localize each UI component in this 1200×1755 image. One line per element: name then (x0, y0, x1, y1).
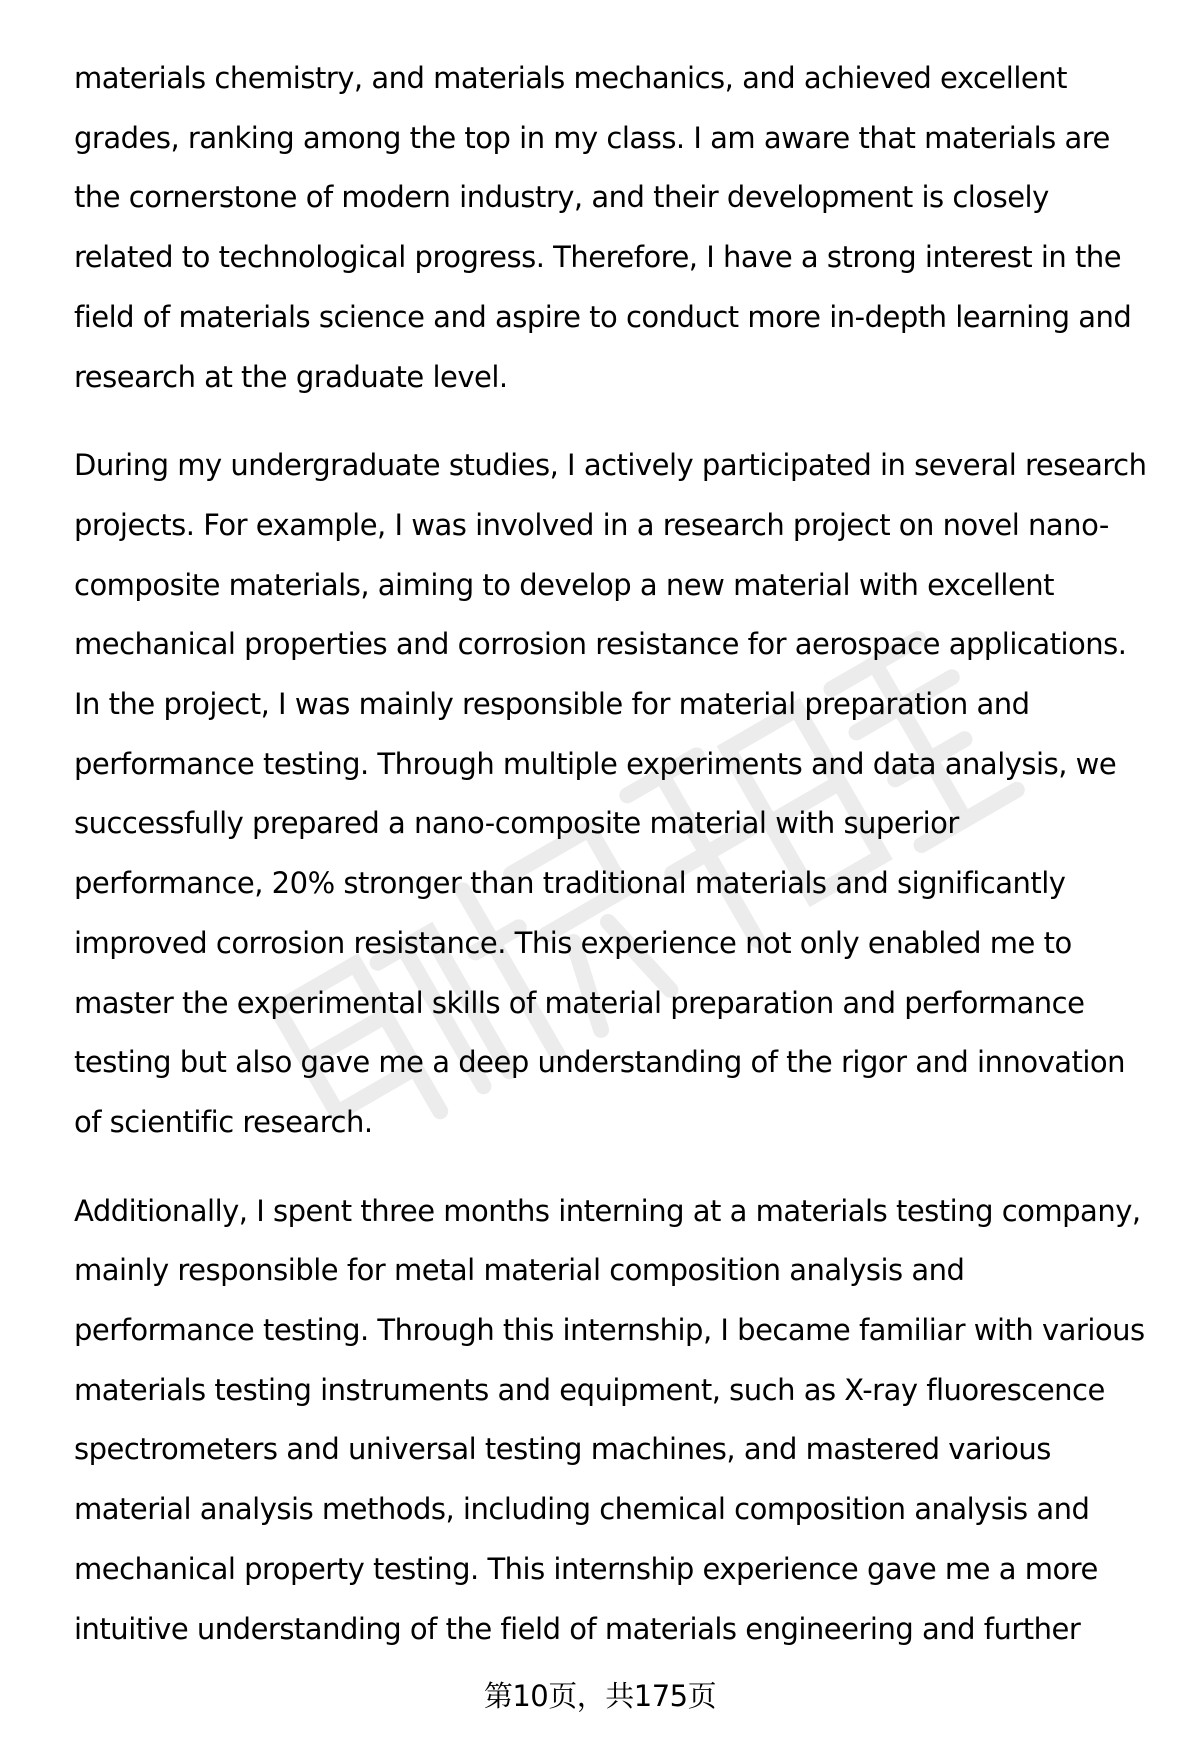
text-line: master the experimental skills of material preparation and performance (74, 985, 1085, 1020)
text-line: mechanical properties and corrosion resistance for aerospace applications. (74, 627, 1127, 662)
text-line: projects. For example, I was involved in a research project on novel nano- (74, 507, 1109, 542)
text-line: mechanical property testing. This internship experience gave me a more (74, 1551, 1098, 1586)
text-line: mainly responsible for metal material composition analysis and (74, 1253, 965, 1288)
text-line: performance testing. Through multiple experiments and data analysis, we (74, 746, 1117, 781)
text-line: materials chemistry, and materials mechanics, and achieved excellent (74, 61, 1067, 95)
paragraph-3 (74, 1182, 1154, 1660)
text-line: composite materials, aiming to develop a new material with excellent (74, 567, 1055, 602)
text-line: grades, ranking among the top in my class. I am aware that materials are (74, 120, 1110, 155)
paragraph-2 (74, 436, 1154, 1152)
text-line: materials testing instruments and equipment, such as X-ray fluorescence (74, 1372, 1105, 1407)
document-body (74, 49, 1154, 1688)
page-number-footer: 第10页，共175页 (483, 1679, 717, 1713)
text-line: research at the graduate level. (74, 359, 508, 394)
text-line: In the project, I was mainly responsible for material preparation and (74, 687, 1030, 722)
text-line: spectrometers and universal testing machines, and mastered various (74, 1432, 1051, 1467)
text-line: Additionally, I spent three months interning at a materials testing company, (74, 1193, 1141, 1228)
text-line: performance testing. Through this internship, I became familiar with various (74, 1313, 1145, 1348)
text-line: successfully prepared a nano-composite material with superior (74, 806, 959, 841)
text-line: During my undergraduate studies, I actively participated in several research (74, 448, 1147, 483)
text-line: improved corrosion resistance. This experience not only enabled me to (74, 925, 1072, 960)
text-line: the cornerstone of modern industry, and their development is closely (74, 180, 1049, 215)
text-line: field of materials science and aspire to conduct more in-depth learning and (74, 299, 1132, 334)
text-line: testing but also gave me a deep understanding of the rigor and innovation (74, 1045, 1126, 1080)
text-line: of scientific research. (74, 1104, 373, 1139)
text-line: related to technological progress. Therefore, I have a strong interest in the (74, 240, 1122, 275)
paragraph-1 (74, 49, 1154, 407)
text-line: intuitive understanding of the field of materials engineering and further (74, 1611, 1081, 1646)
text-line: performance, 20% stronger than traditional materials and significantly (74, 866, 1066, 901)
text-line: material analysis methods, including chemical composition analysis and (74, 1492, 1090, 1527)
